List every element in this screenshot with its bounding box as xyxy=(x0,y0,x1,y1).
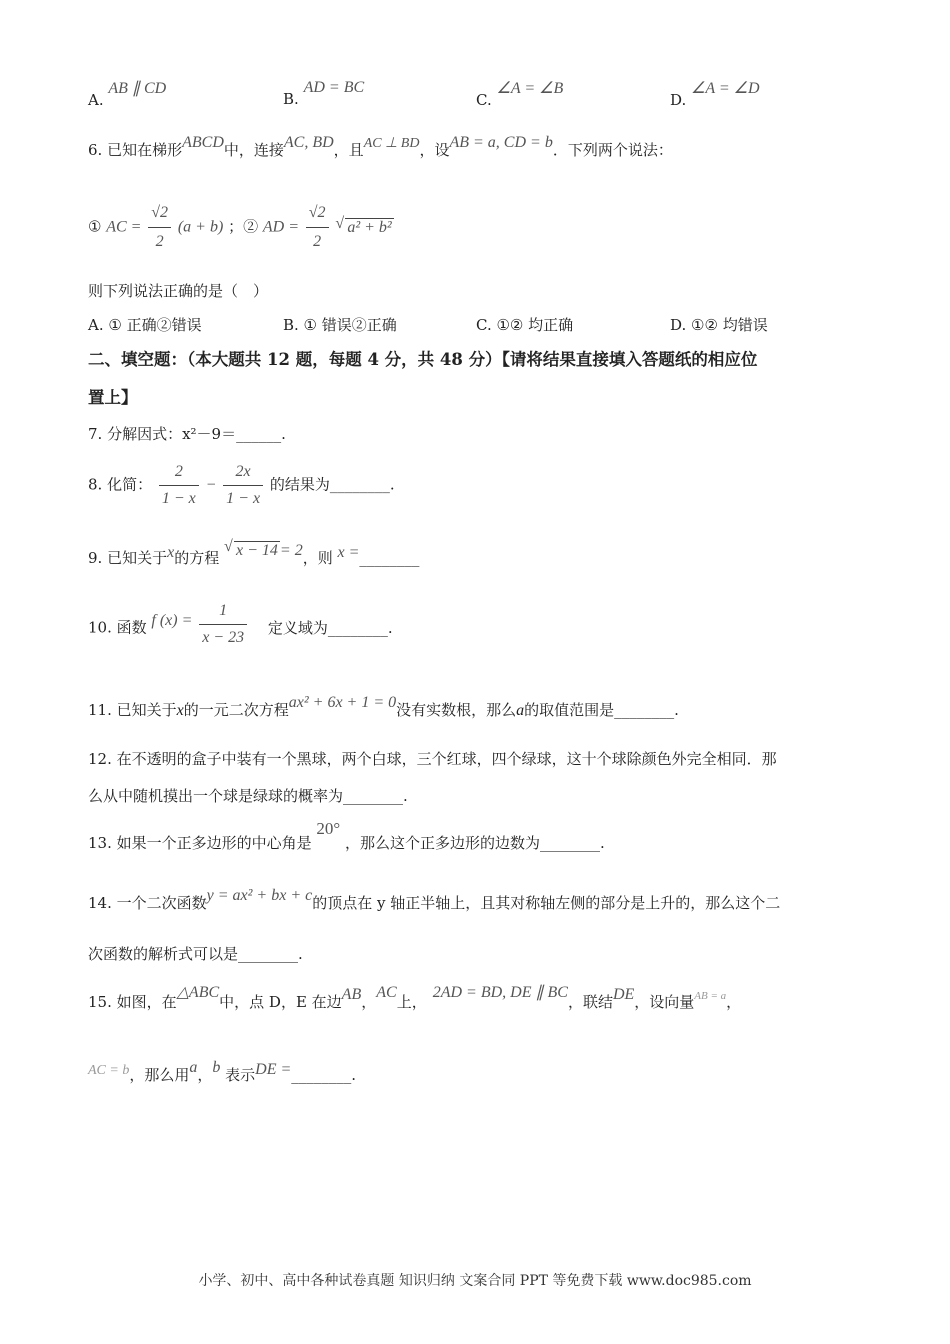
answer-blank: ________. xyxy=(291,1066,357,1084)
q9 xyxy=(88,538,420,569)
text: 的方程 xyxy=(174,549,220,567)
text: 14. 一个二次函数 xyxy=(88,894,207,912)
numerator: √2 xyxy=(151,204,169,221)
q5-option-b xyxy=(283,78,365,108)
text: 中，点 D，E 在边 xyxy=(219,993,342,1011)
text: ，且 xyxy=(333,141,364,159)
q8 xyxy=(88,460,395,511)
text: 的顶点在 y 轴正半轴上，且其对称轴左侧的部分是上升的，那么这个二 xyxy=(312,894,781,912)
q7: 7. 分解因式：x²－9＝______. xyxy=(88,425,286,443)
text: 11. 已知关于 xyxy=(88,701,177,719)
radicand: a² + b² xyxy=(347,218,392,236)
text: 表示 xyxy=(225,1066,256,1084)
math: 20° xyxy=(316,819,341,838)
option-label: C. xyxy=(476,91,492,109)
q6-statements xyxy=(88,200,394,255)
text: ；② xyxy=(228,217,259,236)
math: x = xyxy=(337,544,360,561)
math: DE = xyxy=(255,1061,292,1078)
denominator: 1 − x xyxy=(223,485,263,511)
fraction xyxy=(199,599,247,650)
math: △ABC xyxy=(176,984,220,1001)
numerator: 1 xyxy=(219,602,228,619)
option-label: B. xyxy=(283,90,299,108)
minus: − xyxy=(205,476,217,494)
numerator: √2 xyxy=(308,204,326,221)
q5-option-c xyxy=(476,78,564,109)
q11 xyxy=(88,694,679,721)
page-footer: 小学、初中、高中各种试卷真题 知识归纳 文案合同 PPT 等免费下载 www.doc985.com xyxy=(198,1273,752,1289)
q6-option-a: A. ① 正确②错误 xyxy=(88,316,202,334)
text: 没有实数根，那么 xyxy=(396,701,517,719)
math: AC = xyxy=(106,218,142,236)
math: DE xyxy=(612,986,635,1003)
math: x xyxy=(176,702,184,719)
math: (a + b) xyxy=(177,218,224,236)
q6-option-d: D. ①② 均错误 xyxy=(670,316,768,334)
text: 中，连接 xyxy=(223,141,284,159)
math: a xyxy=(516,702,525,719)
q6-option-b: B. ① 错误②正确 xyxy=(283,316,397,334)
math: AC ⊥ BD xyxy=(363,136,420,151)
radical-sign: √ xyxy=(224,538,233,555)
text: ，那么这个正多边形的边数为________. xyxy=(345,834,605,852)
text: 8. 化简： xyxy=(88,475,153,494)
text: 13. 如果一个正多边形的中心角是 xyxy=(88,834,312,852)
math: ax² + 6x + 1 = 0 xyxy=(288,694,397,711)
option-expr: ∠A = ∠B xyxy=(496,80,564,97)
q6-stem xyxy=(88,134,673,162)
math: y = ax² + bx + c xyxy=(206,887,313,904)
math: AD = xyxy=(262,218,299,236)
math: AB xyxy=(341,986,362,1003)
text: 9. 已知关于 xyxy=(88,549,168,567)
fraction xyxy=(306,200,329,255)
q12-line1: 12. 在不透明的盒子中装有一个黑球，两个白球，三个红球，四个绿球，这十个球除颜色外完全相同．那 xyxy=(88,750,777,768)
text: ，那么用 xyxy=(129,1066,190,1084)
q13 xyxy=(88,819,605,853)
text: ．下列两个说法： xyxy=(552,141,673,159)
math: AB = a, CD = b xyxy=(449,134,553,151)
radical-sign: √ xyxy=(335,214,345,232)
q6-ask: 则下列说法正确的是（ ） xyxy=(88,282,269,300)
q6-option-c: C. ①② 均正确 xyxy=(476,316,574,334)
section-heading-cont: 置上】 xyxy=(88,388,138,407)
option-label: A. xyxy=(88,91,104,109)
q12-line2: 么从中随机摸出一个球是绿球的概率为________. xyxy=(88,787,408,805)
denominator: x − 23 xyxy=(199,624,247,650)
math: x xyxy=(167,544,175,561)
q5-option-a xyxy=(88,78,167,109)
fraction xyxy=(148,200,171,255)
text: ，设 xyxy=(419,141,450,159)
math: AC = b xyxy=(88,1063,130,1078)
text: 定义域为________. xyxy=(267,618,393,637)
math: AB = a xyxy=(694,990,727,1002)
math: 2AD = BD, DE ∥ BC xyxy=(432,984,568,1001)
text: 的取值范围是________. xyxy=(524,701,679,719)
math: = 2 xyxy=(279,542,303,559)
q15-line1 xyxy=(88,984,742,1014)
q15-line2 xyxy=(88,1059,357,1087)
radicand: x − 14 xyxy=(236,542,278,559)
text: ， xyxy=(361,993,377,1011)
option-label: D. xyxy=(670,91,687,109)
text: ， xyxy=(197,1066,213,1084)
math: ABCD xyxy=(182,134,224,151)
math: AC xyxy=(376,984,397,1001)
numerator: 2 xyxy=(174,463,183,480)
section-heading: 二、填空题：（本大题共 12 题，每题 4 分，共 48 分）【请将结果直接填入答题纸的相应位 xyxy=(88,350,758,369)
text: 的结果为________. xyxy=(269,475,395,494)
fraction xyxy=(159,460,199,511)
denominator: 2 xyxy=(306,227,329,255)
q5-option-d xyxy=(670,78,760,109)
text: ，设向量 xyxy=(634,993,695,1011)
q14-line2: 次函数的解析式可以是________. xyxy=(88,945,303,963)
answer-blank: ________ xyxy=(359,549,420,567)
math: a xyxy=(189,1059,198,1076)
q14-line1 xyxy=(88,887,781,914)
option-expr: AD = BC xyxy=(303,79,365,96)
text: 10. 函数 xyxy=(88,618,147,637)
q10 xyxy=(88,603,393,654)
fraction xyxy=(223,460,263,511)
square-root xyxy=(224,538,280,561)
text: ， xyxy=(726,993,742,1011)
square-root xyxy=(335,215,393,241)
option-expr: ∠A = ∠D xyxy=(691,80,760,97)
math: b xyxy=(212,1059,221,1076)
text: ，则 xyxy=(302,549,333,567)
denominator: 2 xyxy=(148,227,171,255)
text: ，联结 xyxy=(567,993,613,1011)
text: 15. 如图，在 xyxy=(88,993,177,1011)
numerator: 2x xyxy=(235,463,251,480)
denominator: 1 − x xyxy=(159,485,199,511)
math: AC, BD xyxy=(283,134,334,151)
circle-one: ① xyxy=(88,217,102,236)
text: 6. 已知在梯形 xyxy=(88,141,183,159)
text: 上， xyxy=(396,993,427,1011)
option-expr: AB ∥ CD xyxy=(108,80,167,97)
text: 的一元二次方程 xyxy=(183,701,289,719)
math: f (x) = xyxy=(151,611,193,629)
